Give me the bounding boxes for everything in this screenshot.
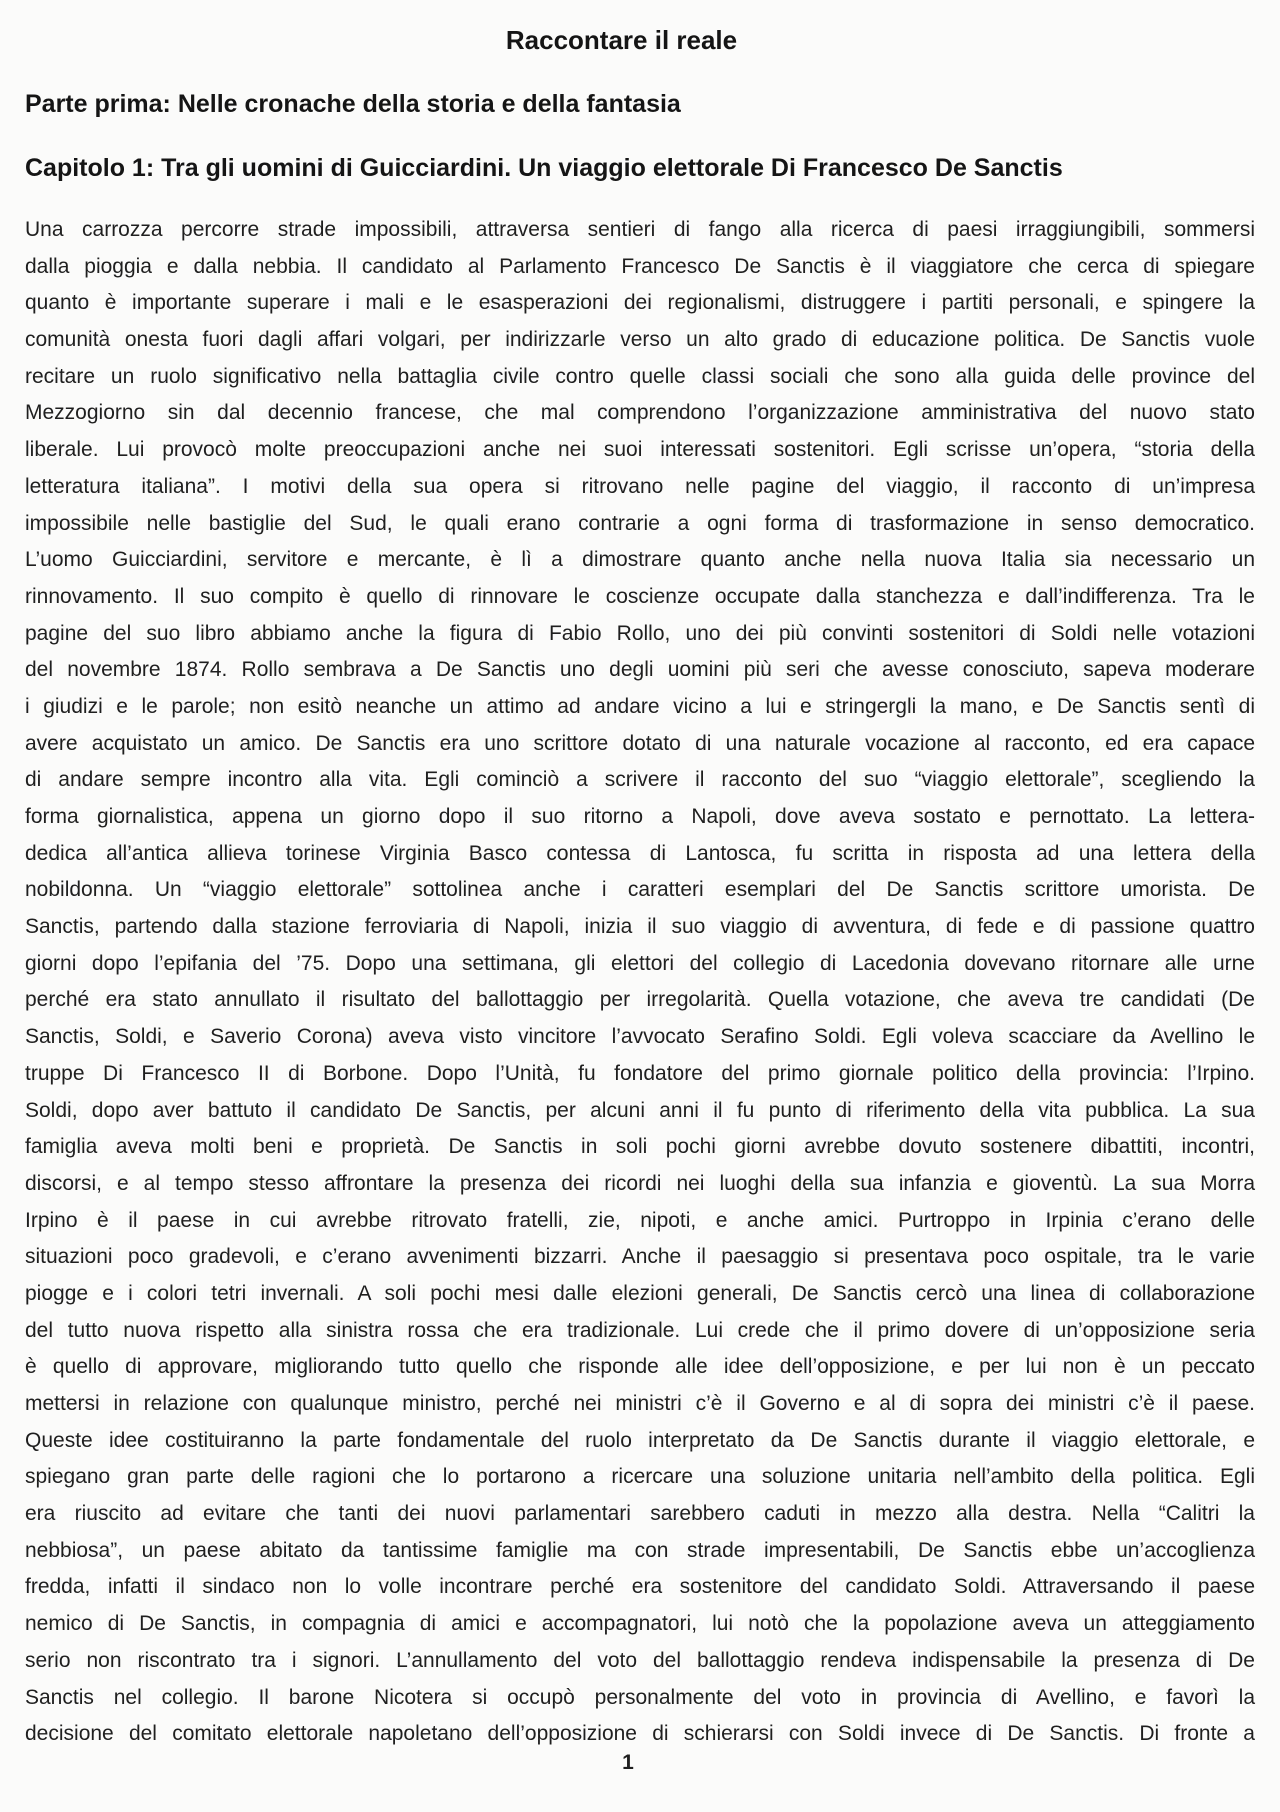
text-line: Soldi, dopo aver battuto il candidato De Sanctis, per alcuni anni il fu punto di riferimento della vita pubblica. La sua [25, 1098, 1255, 1122]
text-line: recitare un ruolo significativo nella battaglia civile contro quelle classi sociali che sono alla guida delle province del [25, 364, 1255, 388]
text-line: L’uomo Guicciardini, servitore e mercante, è lì a dimostrare quanto anche nella nuova Italia sia necessario un [25, 548, 1255, 572]
text-line: serio non riscontrato tra i signori. L’annullamento del voto del ballottaggio rendeva indispensabile la presenza di De [25, 1648, 1255, 1672]
text-line: famiglia aveva molti beni e proprietà. De Sanctis in soli pochi giorni avrebbe dovuto sostenere dibattiti, incontri, [25, 1135, 1255, 1159]
text-line: mettersi in relazione con qualunque ministro, perché nei ministri c’è il Governo e al di sopra dei ministri c’è il paese. [25, 1392, 1255, 1415]
text-line: dedica all’antica allieva torinese Virginia Basco contessa di Lantosca, fu scritta in risposta ad una lettera della [25, 841, 1255, 865]
document-title: Raccontare il reale [505, 25, 738, 55]
text-line: avere acquistato un amico. De Sanctis era uno scrittore dotato di una naturale vocazione al racconto, ed era capace [25, 731, 1255, 755]
text-line: situazioni poco gradevoli, e c’erano avvenimenti bizzarri. Anche il paesaggio si presentava poco ospitale, tra le varie [25, 1245, 1255, 1269]
text-line: nobildonna. Un “viaggio elettorale” sottolinea anche i caratteri esemplari del De Sanctis scrittore umorista. De [25, 878, 1255, 902]
text-line: piogge e i colori tetri invernali. A soli pochi mesi dalle elezioni generali, De Sanctis cercò una linea di collaborazione [25, 1281, 1255, 1305]
text-line: rinnovamento. Il suo compito è quello di rinnovare le coscienze occupate dalla stanchezza e dall’indifferenza. Tra le [25, 584, 1255, 608]
text-line: Sanctis, Soldi, e Saverio Corona) aveva visto vincitore l’avvocato Serafino Soldi. Egli voleva scacciare da Avellino le [25, 1025, 1255, 1049]
text-line: perché era stato annullato il risultato del ballottaggio per irregolarità. Quella votazione, che aveva tre candidati (De [25, 988, 1255, 1012]
text-line: liberale. Lui provocò molte preoccupazioni anche nei suoi interessati sostenitori. Egli scrisse un’opera, “storia della [25, 438, 1255, 462]
text-line: è quello di approvare, migliorando tutto quello che risponde alle idee dell’opposizione, e per lui non è un peccato [25, 1355, 1255, 1379]
text-line: decisione del comitato elettorale napoletano dell’opposizione di schierarsi con Soldi invece di De Sanctis. Di fronte a [25, 1722, 1255, 1746]
text-line: impossibile nelle bastiglie del Sud, le quali erano contrarie a ogni forma di trasformazione in senso democratico. [25, 511, 1255, 535]
text-line: quanto è importante superare i mali e le esasperazioni dei regionalismi, distruggere i partiti personali, e spingere la [25, 291, 1255, 315]
text-line: pagine del suo libro abbiamo anche la figura di Fabio Rollo, uno dei più convinti sostenitori di Soldi nelle votazioni [25, 621, 1255, 645]
text-line: del novembre 1874. Rollo sembrava a De Sanctis uno degli uomini più seri che avesse conosciuto, sapeva moderare [25, 658, 1255, 682]
text-line: Sanctis nel collegio. Il barone Nicotera si occupò personalmente del voto in provincia di Avellino, e favorì la [25, 1685, 1255, 1709]
text-line: discorsi, e al tempo stesso affrontare la presenza dei ricordi nei luoghi della sua infanzia e gioventù. La sua Morra [25, 1171, 1255, 1195]
text-line: dalla pioggia e dalla nebbia. Il candidato al Parlamento Francesco De Sanctis è il viaggiatore che cerca di spiegare [25, 254, 1255, 278]
text-line: i giudizi e le parole; non esitò neanche un attimo ad andare vicino a lui e stringergli la mano, e De Sanctis sentì di [25, 694, 1255, 718]
text-line: del tutto nuova rispetto alla sinistra rossa che era tradizionale. Lui crede che il primo dovere di un’opposizione seria [25, 1318, 1255, 1342]
text-line: nemico di De Sanctis, in compagnia di amici e accompagnatori, lui notò che la popolazione aveva un atteggiamento [25, 1612, 1255, 1636]
text-line: spiegano gran parte delle ragioni che lo portarono a ricercare una soluzione unitaria nell’ambito della politica. Egli [25, 1465, 1255, 1489]
chapter-heading: Capitolo 1: Tra gli uomini di Guicciardini. Un viaggio elettorale Di Francesco De Sanctis [25, 154, 1063, 182]
text-line: giorni dopo l’epifania del ’75. Dopo una settimana, gli elettori del collegio di Lacedonia dovevano ritornare alle urne [25, 951, 1255, 975]
text-line: fredda, infatti il sindaco non lo volle incontrare perché era sostenitore del candidato Soldi. Attraversando il paese [25, 1575, 1255, 1599]
text-line: di andare sempre incontro alla vita. Egli cominciò a scrivere il racconto del suo “viaggio elettorale”, scegliendo la [25, 768, 1255, 792]
text-line: nebbiosa”, un paese abitato da tantissime famiglie ma con strade impresentabili, De Sanctis ebbe un’accoglienza [25, 1538, 1255, 1562]
text-line: Sanctis, partendo dalla stazione ferroviaria di Napoli, inizia il suo viaggio di avventura, di fede e di passione quattro [25, 915, 1255, 939]
page-number: 1 [622, 1751, 634, 1774]
text-line: forma giornalistica, appena un giorno dopo il suo ritorno a Napoli, dove aveva sostato e pernottato. La lettera- [25, 805, 1255, 828]
part-heading: Parte prima: Nelle cronache della storia e della fantasia [25, 90, 681, 118]
text-line: truppe Di Francesco II di Borbone. Dopo l’Unità, fu fondatore del primo giornale politico della provincia: l’Irpino. [25, 1061, 1255, 1085]
body-paragraph [25, 212, 1255, 1753]
text-line: letteratura italiana”. I motivi della sua opera si ritrovano nelle pagine del viaggio, il racconto di un’impresa [25, 474, 1255, 498]
text-line: era riuscito ad evitare che tanti dei nuovi parlamentari sarebbero caduti in mezzo alla destra. Nella “Calitri la [25, 1502, 1255, 1526]
text-line: Mezzogiorno sin dal decennio francese, che mal comprendono l’organizzazione amministrativa del nuovo stato [25, 401, 1255, 425]
text-line: comunità onesta fuori dagli affari volgari, per indirizzarle verso un alto grado di educazione politica. De Sanctis vuole [25, 328, 1255, 352]
text-line: Irpino è il paese in cui avrebbe ritrovato fratelli, zie, nipoti, e anche amici. Purtroppo in Irpinia c’erano delle [25, 1208, 1255, 1232]
text-line: Queste idee costituiranno la parte fondamentale del ruolo interpretato da De Sanctis durante il viaggio elettorale, e [25, 1428, 1255, 1452]
text-line: Una carrozza percorre strade impossibili, attraversa sentieri di fango alla ricerca di paesi irraggiungibili, sommersi [25, 218, 1255, 241]
